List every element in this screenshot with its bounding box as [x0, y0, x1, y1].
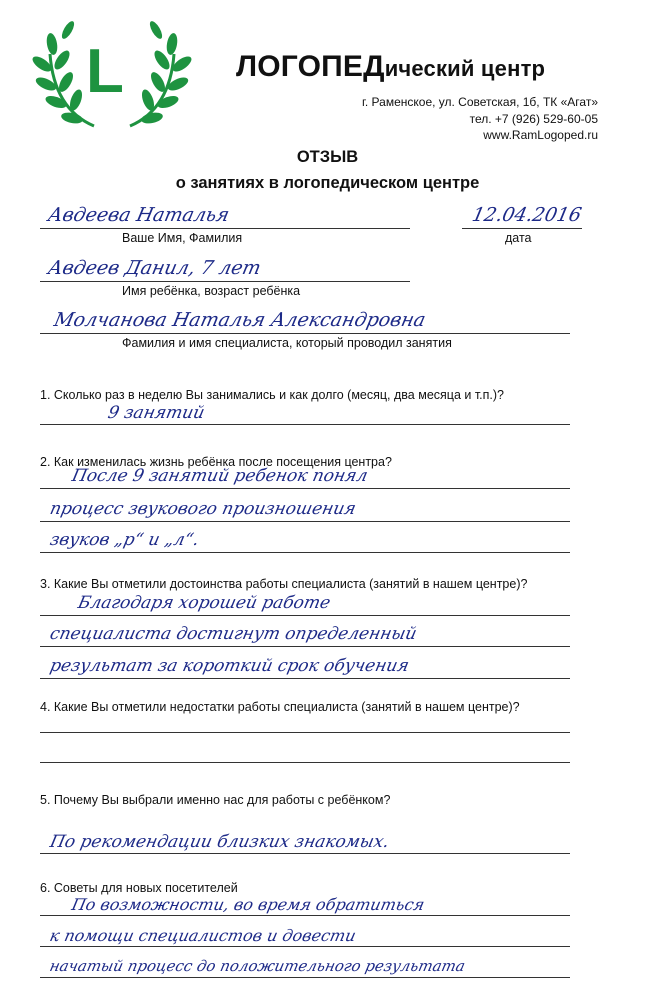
date-field-label: дата: [505, 231, 532, 245]
answer-line: [40, 424, 570, 425]
brand-main: ЛОГОПЕД: [236, 50, 385, 83]
answer-line: [40, 946, 570, 947]
specialist-field-line: [40, 333, 570, 334]
question-1: 1. Сколько раз в неделю Вы занимались и как долго (месяц, два месяца и т.п.)?: [40, 388, 504, 402]
date-field-line: [462, 228, 582, 229]
answer-line: [40, 488, 570, 489]
question-3: 3. Какие Вы отметили достоинства работы специалиста (занятий в нашем центре)?: [40, 577, 528, 591]
contact-block: [362, 94, 598, 144]
specialist-field-value[interactable]: Молчанова Наталья Александровна: [52, 309, 428, 331]
address: г. Раменское, ул. Советская, 1б, ТК «Агат»: [361, 95, 598, 109]
answer-6-line-3[interactable]: начатый процесс до положительного результата: [48, 957, 467, 975]
question-5: 5. Почему Вы выбрали именно нас для работы с ребёнком?: [40, 793, 391, 807]
answer-3-line-3[interactable]: результат за короткий срок обучения: [48, 656, 411, 676]
name-field-label: Ваше Имя, Фамилия: [122, 231, 243, 245]
child-field-value[interactable]: Авдеев Данил, 7 лет: [46, 257, 263, 279]
answer-line: [40, 762, 570, 763]
specialist-field-label: Фамилия и имя специалиста, который проводил занятия: [122, 336, 452, 350]
answer-3-line-2[interactable]: специалиста достигнут определенный: [48, 624, 419, 644]
phone: тел. +7 (926) 529-60-05: [469, 111, 598, 126]
date-field-value[interactable]: 12.04.2016: [470, 204, 584, 226]
answer-5-line-1[interactable]: По рекомендации близких знакомых.: [48, 832, 391, 852]
logo-letter: L: [86, 37, 124, 106]
answer-line: [40, 853, 570, 854]
answer-line: [40, 615, 570, 616]
form-subtitle: о занятиях в логопедическом центре: [175, 174, 480, 192]
answer-6-line-2[interactable]: к помощи специалистов и довести: [48, 926, 358, 945]
name-field-value[interactable]: Авдеева Наталья: [46, 204, 232, 226]
form-title: ОТЗЫВ: [296, 148, 359, 166]
answer-3-line-1[interactable]: Благодаря хорошей работе: [76, 593, 333, 613]
answer-line: [40, 732, 570, 733]
answer-line: [40, 977, 570, 978]
answer-line: [40, 678, 570, 679]
answer-1-line-1[interactable]: 9 занятий: [106, 403, 207, 423]
question-4: 4. Какие Вы отметили недостатки работы специалиста (занятий в нашем центре)?: [40, 700, 520, 714]
question-2: 2. Как изменилась жизнь ребёнка после посещения центра?: [40, 455, 392, 469]
brand-title: [236, 50, 545, 84]
answer-line: [40, 646, 570, 647]
child-field-label: Имя ребёнка, возраст ребёнка: [122, 284, 301, 298]
child-field-line: [40, 281, 410, 282]
answer-2-line-3[interactable]: звуков „р“ и „л“.: [48, 530, 201, 550]
answer-6-line-1[interactable]: По возможности, во время обратиться: [70, 895, 427, 914]
answer-line: [40, 915, 570, 916]
answer-line: [40, 521, 570, 522]
website-link[interactable]: www.RamLogoped.ru: [483, 128, 598, 142]
answer-2-line-1[interactable]: После 9 занятий ребенок понял: [70, 466, 370, 486]
question-6: 6. Советы для новых посетителей: [40, 881, 238, 895]
answer-2-line-2[interactable]: процесс звукового произношения: [48, 499, 358, 519]
answer-line: [40, 552, 570, 553]
name-field-line: [40, 228, 410, 229]
brand-suffix: ический центр: [384, 56, 546, 81]
